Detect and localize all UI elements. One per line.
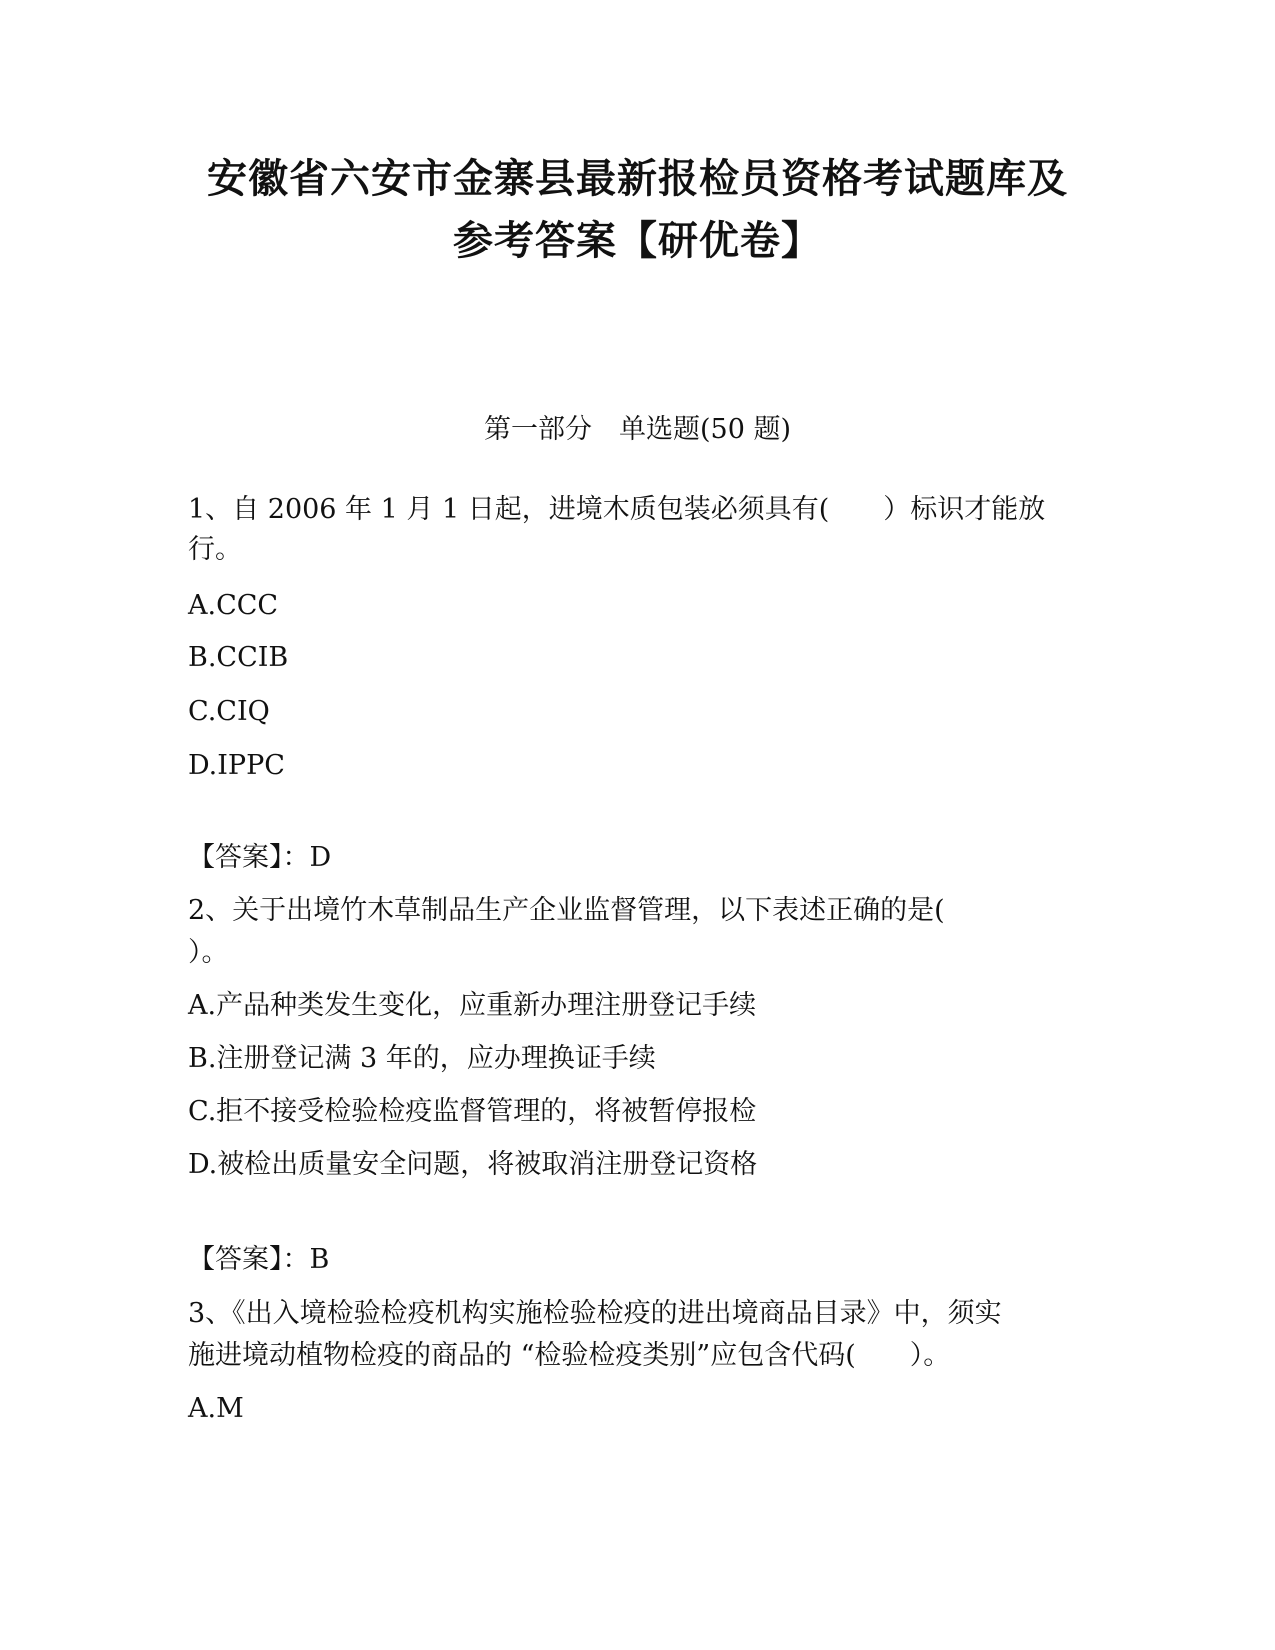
question-1-stem-line-1: 1、自 2006 年 1 月 1 日起，进境木质包装必须具有( ）标识才能放 bbox=[188, 494, 1046, 525]
document-title-line-1: 安徽省六安市金寨县最新报检员资格考试题库及 bbox=[207, 156, 1068, 202]
question-2-option-c: C.拒不接受检验检疫监督管理的，将被暂停报检 bbox=[188, 1096, 757, 1127]
question-1-option-d: D.IPPC bbox=[188, 750, 285, 781]
question-2-option-d: D.被检出质量安全问题，将被取消注册登记资格 bbox=[188, 1149, 758, 1180]
question-2-answer: 【答案】：B bbox=[188, 1244, 330, 1275]
question-2-stem-line-2: ）。 bbox=[188, 937, 229, 968]
question-1-answer: 【答案】：D bbox=[188, 842, 332, 873]
question-2-option-b: B.注册登记满 3 年的，应办理换证手续 bbox=[188, 1043, 656, 1074]
question-1-option-a: A.CCC bbox=[188, 590, 279, 621]
question-2-stem-line-1: 2、关于出境竹木草制品生产企业监督管理，以下表述正确的是( bbox=[188, 895, 945, 926]
question-3-stem-line-2: 施进境动植物检疫的商品的 “检验检疫类别”应包含代码( ）。 bbox=[188, 1340, 951, 1371]
question-3-option-a: A.M bbox=[188, 1393, 244, 1424]
question-1-option-b: B.CCIB bbox=[188, 642, 289, 673]
section-heading: 第一部分 单选题(50 题) bbox=[483, 414, 791, 445]
question-3-stem-line-1: 3、《出入境检验检疫机构实施检验检疫的进出境商品目录》中，须实 bbox=[188, 1298, 1002, 1329]
question-1-stem-line-2: 行。 bbox=[188, 534, 242, 565]
question-2-option-a: A.产品种类发生变化，应重新办理注册登记手续 bbox=[188, 990, 757, 1021]
document-title-line-2: 参考答案【研优卷】 bbox=[453, 218, 822, 264]
question-1-option-c: C.CIQ bbox=[188, 696, 270, 727]
